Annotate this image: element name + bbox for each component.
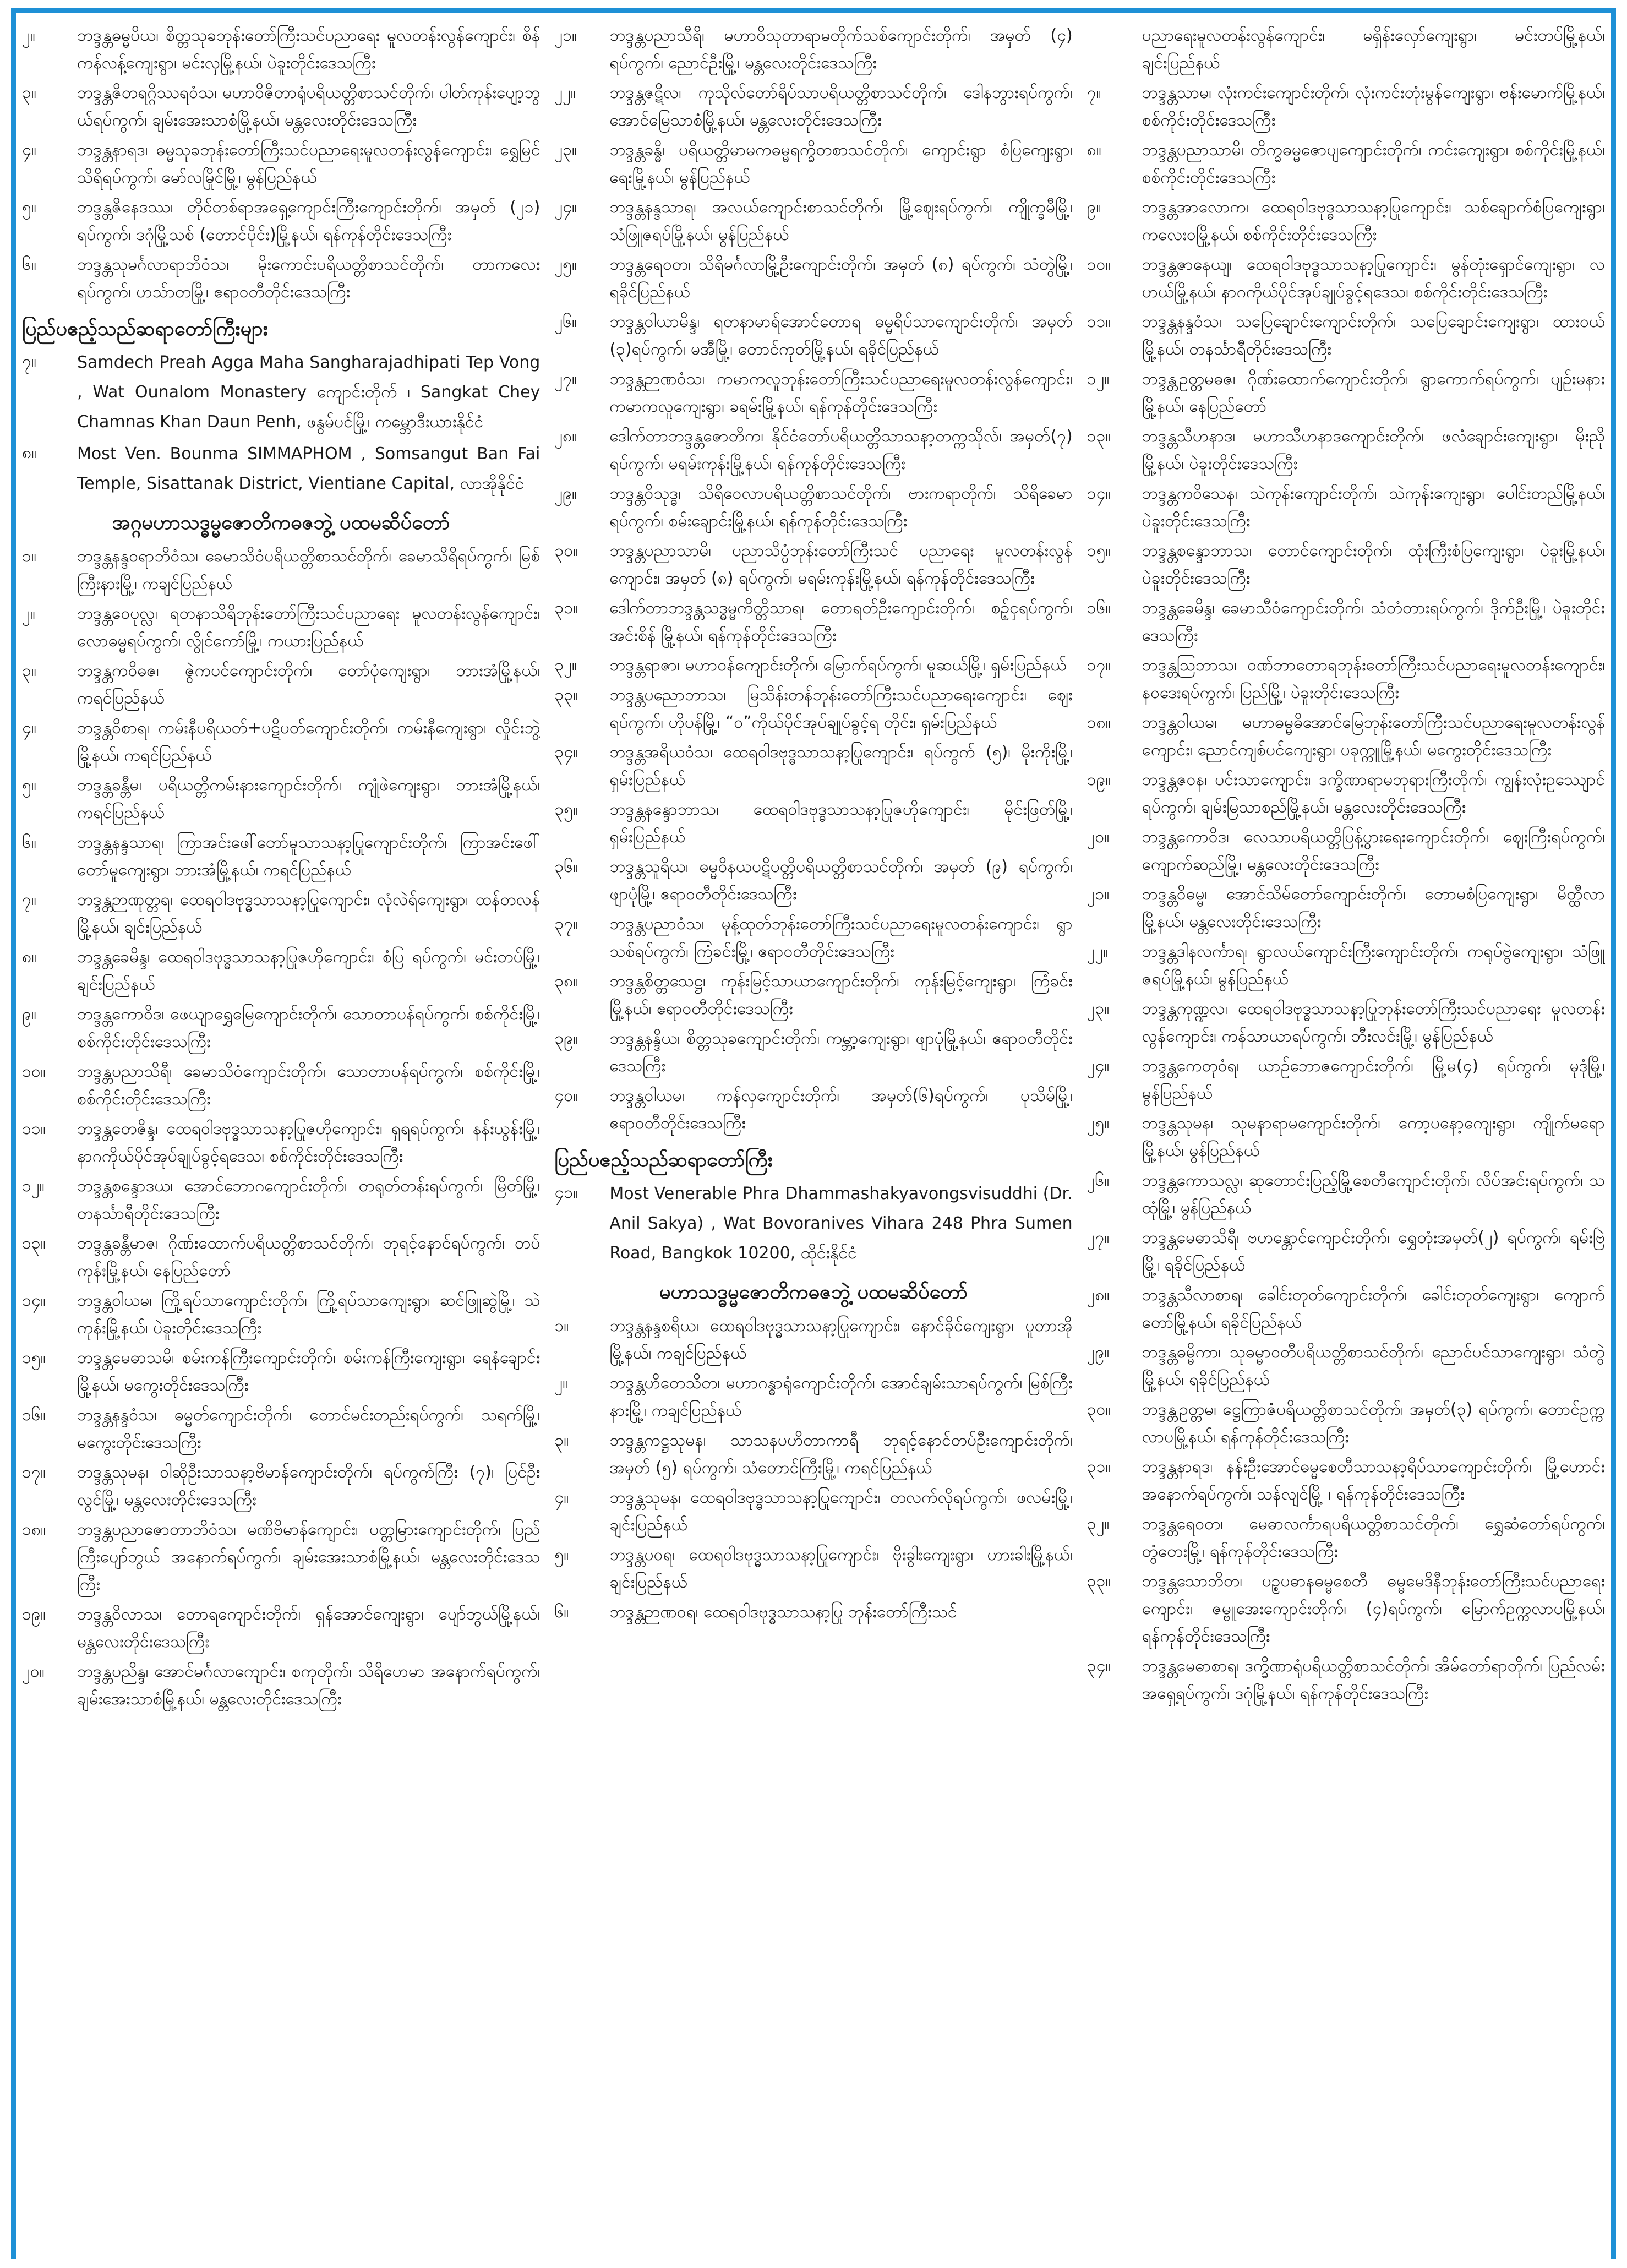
list-item <box>1087 1511 1605 1566</box>
item-number: ၂၃။ <box>1087 999 1110 1018</box>
list-item <box>22 657 540 712</box>
item-number: ၂၆။ <box>1087 1171 1110 1190</box>
item-text: ဘဒ္ဒန္တဉာဏုတ္တရ၊ ထေရဝါဒဗုဒ္ဓသာသနာ့ပြုကျောင်း၊ လုံလဲရ်ကျေးရွာ၊ ထန်တလန်မြို့နယ်၊ ချင်းပြည်နယ် <box>77 890 540 937</box>
list-item <box>1087 1653 1605 1708</box>
item-number: ၃၄။ <box>554 743 578 762</box>
item-number: ၂၂။ <box>554 83 576 102</box>
item-number: ၇။ <box>22 352 36 371</box>
col3-list <box>1087 22 1605 1710</box>
list-item <box>22 1115 540 1170</box>
list-item <box>22 79 540 134</box>
list-item <box>22 829 540 884</box>
item-number: ၆။ <box>554 1602 569 1622</box>
list-item <box>22 886 540 941</box>
list-item <box>22 715 540 770</box>
list-item <box>1087 766 1605 821</box>
item-text: ဘဒ္ဒန္တဉာဏဝရ၊ ထေရဝါဒဗုဒ္ဓသာသနာ့ပြု ဘုန်းတော်ကြီးသင် <box>609 1602 957 1622</box>
item-number: ၃၅။ <box>554 800 578 819</box>
item-number: ၁၇။ <box>22 1463 46 1482</box>
item-number: ၃၁။ <box>1087 1457 1111 1476</box>
item-text: ဘဒ္ဒန္တသြဘာသ၊ ဝဏ်ဘာတောရဘုန်းတော်ကြီးသင်ပညာရေးမူလတန်းကျောင်း၊ နဝဒေးရပ်ကွက်၊ ပြည်မြို့၊ ပဲခူးတိုင်းဒေသကြီး <box>1142 656 1605 702</box>
item-number: ၁၈။ <box>1087 713 1111 732</box>
list-item <box>22 348 540 437</box>
item-text: ဘဒ္ဒန္တဟိတေသိတ၊ မဟာဂန္ဓာရုံကျောင်းတိုက်၊ အောင်ချမ်းသာရပ်ကွက်၊ မြစ်ကြီးနားမြို့၊ ကချင်ပြည်နယ် <box>609 1373 1073 1420</box>
item-number: ၃။ <box>22 83 36 102</box>
item-number: ၃၈။ <box>554 972 578 991</box>
item-text: ဘဒ္ဒန္တပညိန္ဒ၊ အောင်မင်္ဂလာကျောင်း၊ စကုတိုက်၊ သိရိဟေမာ အနောက်ရပ်ကွက်၊ ချမ်းအေးသာစံမြို့နယ်၊ မန္တလေးတိုင်းဒေသကြီး <box>77 1662 540 1709</box>
item-text: ဘဒ္ဒန္တဥတ္တမ၊ ဋ္ဌေကြာဇံပရိယတ္တိစာသင်တိုက်၊ အမှတ်(၃) ရပ်ကွက်၊ တောင်ဥက္ကလာပမြို့နယ်၊ ရန်ကုန်တိုင်းဒေသကြီး <box>1142 1400 1605 1447</box>
item-text: ဘဒ္ဒန္တပညောဘာသ၊ မြသိန်းတန်ဘုန်းတော်ကြီးသင်ပညာရေးကျောင်း၊ ဈေးရပ်ကွက်၊ ဟိုပန်မြို့၊ “ဝ”ကိုယ်ပိုင်အုပ်ချုပ်ခွင့်ရ တိုင်း၊ ရှမ်းပြည်နယ် <box>609 685 1073 732</box>
section-heading-foreign-guest: ပြည်ပဧည့်သည်ဆရာတော်ကြီး <box>554 1149 773 1171</box>
item-text: ဘဒ္ဒန္တဝါယာမိန္ဒ၊ ရတနာမာရ်အောင်တောရ ဓမ္မရိပ်သာကျောင်းတိုက်၊ အမှတ် (၃)ရပ်ကွက်၊ မအီမြို့၊ တောင်ကုတ်မြို့နယ်၊ ရခိုင်ပြည်နယ် <box>609 312 1073 359</box>
item-number: ၄၁။ <box>554 1183 578 1202</box>
list-item <box>1087 22 1605 77</box>
list-item <box>554 595 1072 650</box>
list-item <box>554 1082 1072 1137</box>
item-text: ဘဒ္ဒန္တပညာသိရီ၊ ခေမာသိဝံကျောင်းတိုက်၊ သောတာပန်ရပ်ကွက်၊ စစ်ကိုင်းမြို့၊ စစ်ကိုင်းတိုင်းဒေသကြီး <box>77 1062 540 1109</box>
item-text: ဘဒ္ဒန္တကဋ္ဌသုမန၊ သာသနပဟိတာကာရီ ဘုရင့်နောင်တပ်ဦးကျောင်းတိုက်၊ အမှတ် (၅) ရပ်ကွက်၊ သံတောင်ကြီးမြို့၊ ကရင်ပြည်နယ် <box>609 1431 1073 1478</box>
item-number: ၃၂။ <box>1087 1514 1110 1534</box>
list-item <box>554 1599 1072 1626</box>
list-item <box>1087 137 1605 192</box>
item-number: ၂၁။ <box>554 26 577 45</box>
column-1 <box>22 22 540 2257</box>
item-text: ဘဒ္ဒန္တဝါယမ၊ ကန်လှကျောင်းတိုက်၊ အမှတ်(၆)ရပ်ကွက်၊ ပုသိမ်မြို့၊ ဧရာဝတီတိုင်းဒေသကြီး <box>609 1086 1073 1133</box>
list-item <box>554 1370 1072 1425</box>
item-text: ဘဒ္ဒန္တအာလောက၊ ထေရဝါဒဗုဒ္ဓသာသနာ့ပြုကျောင်း၊ သစ်ချောက်စံပြကျေးရွာ၊ ကလေးဝမြို့နယ်၊ စစ်ကိုင်းတိုင်းဒေသကြီး <box>1142 198 1605 244</box>
list-item <box>22 1287 540 1342</box>
list-item <box>554 137 1072 192</box>
list-item <box>554 1025 1072 1080</box>
item-number: ၂။ <box>554 1373 568 1393</box>
item-text: ဘဒ္ဒန္တနန္ဒသာရ၊ အလယ်ကျောင်းစာသင်တိုက်၊ မြို့ဈေးရပ်ကွက်၊ ကျိုက္ခမီမြို့၊ သံဖြူဇရပ်မြို့နယ်၊ မွန်ပြည်နယ် <box>609 198 1073 244</box>
list-item <box>554 1179 1072 1268</box>
list-item <box>22 22 540 77</box>
list-item <box>22 543 540 598</box>
item-text: ဘဒ္ဒန္တနန္ဒဝံသ၊ သပြေချောင်းကျောင်းတိုက်၊ သပြေချောင်းကျေးရွာ၊ ထားဝယ်မြို့နယ်၊ တနင်္သာရီတိုင်းဒေသကြီး <box>1142 312 1605 359</box>
list-item <box>554 251 1072 306</box>
column-3 <box>1087 22 1605 2257</box>
list-item <box>1087 709 1605 764</box>
item-number: ၁၂။ <box>1087 369 1110 389</box>
item-number: ၂။ <box>22 604 35 623</box>
item-number: ၁၆။ <box>22 1405 46 1425</box>
left-border <box>11 8 16 2259</box>
list-item <box>22 1658 540 1713</box>
item-number: ၄၀။ <box>554 1086 578 1105</box>
item-number: ၂၉။ <box>1087 1343 1110 1362</box>
item-text: ဘဒ္ဒန္တဇိတရဂ္ဂိဿရဝံသ၊ မဟာဝိဇိတာရုံပရိယတ္တိစာသင်တိုက်၊ ပါတ်ကုန်းပျော့ဘွယ်ရပ်ကွက်၊ ချမ်းအေးသာစံမြို့နယ်၊ မန္တလေးတိုင်းဒေသကြီး <box>77 83 540 130</box>
item-number: ၃၀။ <box>1087 1400 1111 1419</box>
list-item <box>1087 1396 1605 1451</box>
item-number: ၁၃။ <box>22 1234 46 1253</box>
item-number: ၂၈။ <box>1087 1285 1110 1305</box>
list-item <box>554 1312 1072 1367</box>
list-item <box>554 1427 1072 1482</box>
section-heading-title-2: မဟာသဒ္ဓမ္မဇောတိကဓဇဘွဲ့ ပထမဆိပ်တော် <box>659 1281 968 1304</box>
item-number: ၃၂။ <box>554 656 577 675</box>
item-text: ဘဒ္ဒန္တရေဝတ၊ မေဓာလင်္ကာရပရိယတ္တိစာသင်တိုက်၊ ရွှေဆံတော်ရပ်ကွက်၊ တွံတေးမြို့၊ ရန်ကုန်တိုင်းဒေသကြီး <box>1142 1514 1605 1561</box>
item-number: ၁၄။ <box>1087 484 1111 503</box>
item-text: Most Venerable Phra Dhammashakyavongsvisuddhi (Dr. Anil Sakya) , Wat Bovoranives Vihara 248 Phra Sumen Road, Bangkok 10200, ထိုင်းနိုင်ငံ <box>609 1184 1073 1263</box>
list-item <box>554 682 1072 737</box>
item-text: ဘဒ္ဒန္တပညာဇောတာဘိဝံသ၊ မဏိဗိမာန်ကျောင်း၊ ပတ္တမြားကျောင်းတိုက်၊ ပြည်ကြီးပျော်ဘွယ် အနောက်ရပ်ကွက်၊ ချမ်းအေးသာစံမြို့နယ်၊ မန္တလေးတိုင်းဒေသကြီး <box>77 1520 540 1594</box>
item-text: ဘဒ္ဒန္တသောဘိတ၊ ပဥ္စပဓာနဓမ္မစေတီ ဓမ္မမေဒိနီဘုန်းတော်ကြီးသင်ပညာရေးကျောင်း၊ ဇမ္ဗူအေးကျောင်းတိုက်၊ (၄)ရပ်ကွက်၊ မြောက်ဥက္ကလာပမြို့နယ်၊ ရန်ကုန်တိုင်းဒေသကြီး <box>1142 1572 1605 1646</box>
item-text: ဘဒ္ဒန္တသုမင်္ဂလာရာဘိဝံသ၊ မိုးကောင်းပရိယတ္တိစာသင်တိုက်၊ တာကလေးရပ်ကွက်၊ ဟသ်ာတမြို့၊ ဧရာဝတီတိုင်းဒေသကြီး <box>77 255 540 302</box>
col2-foreign-list <box>554 1179 1072 1271</box>
item-number: ၇။ <box>22 890 36 909</box>
item-text: ဘဒ္ဒန္တသီလာစာရ၊ ခေါင်းတုတ်ကျောင်းတိုက်၊ ခေါင်းတုတ်ကျေးရွာ၊ ကျောက်တော်မြို့နယ်၊ ရခိုင်ပြည်နယ် <box>1142 1285 1605 1332</box>
list-item <box>554 308 1072 363</box>
item-number: ၃၄။ <box>1087 1656 1111 1676</box>
item-number: ၂၄။ <box>1087 1056 1110 1076</box>
list-item <box>22 1173 540 1228</box>
item-number: ၃၀။ <box>554 541 578 560</box>
item-text: ဘဒ္ဒန္တနန္ဒဝရာဘိဝံသ၊ ခေမာသိဝံပရိယတ္တိစာသင်တိုက်၊ ခေမာသိရိရပ်ကွက်၊ မြစ်ကြီးနားမြို့၊ ကချင်ပြည်နယ် <box>77 547 540 593</box>
list-item <box>554 853 1072 908</box>
list-item <box>22 439 540 499</box>
item-text: ဘဒ္ဒန္တကောသလ္လ၊ ဆုတောင်းပြည့်မြို့စေတီကျောင်းတိုက်၊ လိပ်အင်းရပ်ကွက်၊ သထုံမြို့၊ မွန်ပြည်နယ် <box>1142 1171 1605 1218</box>
item-text: ဘဒ္ဒန္တခေမိန္ဒ၊ ထေရဝါဒဗုဒ္ဓသာသနာ့ပြုဇဟိုကျောင်း၊ စံပြ ရပ်ကွက်၊ မင်းတပ်မြို့၊ ချင်းပြည်နယ် <box>77 947 540 994</box>
item-text: ဘဒ္ဒန္တပညာသီရိ၊ မဟာဝိသုတာရာမတိုက်သစ်ကျောင်းတိုက်၊ အမှတ် (၄) ရပ်ကွက်၊ ညောင်ဦးမြို့၊ မန္တလေးတိုင်းဒေသကြီး <box>609 26 1073 73</box>
item-text: ဘဒ္ဒန္တမေဓာသမိ၊ စမ်းကန်ကြီးကျောင်းတိုက်၊ စမ်းကန်ကြီးကျေးရွာ၊ ရေနံချောင်းမြို့နယ်၊ မကွေးတိုင်းဒေသကြီး <box>77 1348 540 1395</box>
item-number: ၁။ <box>554 1316 569 1335</box>
list-item <box>1087 1167 1605 1222</box>
list-item <box>554 796 1072 851</box>
col2-list-a <box>554 22 1072 1140</box>
list-item <box>22 1402 540 1457</box>
page-columns <box>22 22 1605 2257</box>
list-item <box>1087 308 1605 363</box>
item-number: ၄။ <box>22 718 36 738</box>
item-text: ဘဒ္ဒန္တမေဓာသိရီ၊ ဗဟန္တောင်ကျောင်းတိုက်၊ ရွှေတုံးအမှတ်(၂) ရပ်ကွက်၊ ရမ်းဗြဲမြို့၊ ရခိုင်ပြည်နယ် <box>1142 1228 1605 1275</box>
col1-list-a <box>22 22 540 308</box>
item-number: ၃။ <box>22 661 36 680</box>
list-item <box>1087 251 1605 306</box>
item-text: ဘဒ္ဒန္တသာမ၊ လုံးကင်းကျောင်းတိုက်၊ လုံးကင်းတုံးမွန်ကျေးရွာ၊ ဗန်းမောက်မြို့နယ်၊ စစ်ကိုင်းတိုင်းဒေသကြီး <box>1142 83 1605 130</box>
item-text: ဘဒ္ဒန္တတေဇိန္ဒ၊ ထေရဝါဒဗုဒ္ဓသာသနာ့ပြုဇဟိုကျောင်း၊ ရှရရပ်ကွက်၊ နန်းယွန်းမြို့၊ နာဂကိုယ်ပိုင်အုပ်ချုပ်ခွင့်ရဒေသ၊ စစ်ကိုင်းတိုင်းဒေသကြီး <box>77 1119 540 1166</box>
list-item <box>22 600 540 655</box>
list-item <box>1087 995 1605 1050</box>
item-number: ၃၇။ <box>554 914 578 934</box>
item-number: ၂၇။ <box>1087 1228 1110 1247</box>
item-text: ဘဒ္ဒန္တရေဝတ၊ သိရိမင်္ဂလာမြို့ဦးကျောင်းတိုက်၊ အမှတ် (၈) ရပ်ကွက်၊ သံတွဲမြို့၊ ရခိုင်ပြည်နယ် <box>609 255 1073 302</box>
item-text: ဘဒ္ဒန္တနန္ဒသာရ၊ ကြာအင်းဖေါ်တော်မူသာသနာ့ပြုကျောင်းတိုက်၊ ကြာအင်းဖေါ်တော်မူကျေးရွာ၊ ဘားအံမြို့နယ်၊ ကရင်ပြည်နယ် <box>77 833 540 880</box>
item-number: ၈။ <box>22 947 37 967</box>
item-number: ၁၅။ <box>1087 541 1111 560</box>
item-text: ဘဒ္ဒန္တဝိသုဒ္ဓ၊ သိရိဝေလာပရိယတ္တိစာသင်တိုက်၊ ဗားကရာတိုက်၊ သိရိခေမာရပ်ကွက်၊ စမ်းချောင်းမြို့နယ်၊ ရန်ကုန်တိုင်းဒေသကြီး <box>609 484 1073 531</box>
list-item <box>1087 1224 1605 1279</box>
list-item <box>22 1516 540 1599</box>
list-item <box>554 968 1072 1023</box>
item-number: ၇။ <box>1087 83 1101 102</box>
item-text: ဘဒ္ဒန္တဝေပုလ္လ၊ ရတနာသိရိဘုန်းတော်ကြီးသင်ပညာရေး မူလတန်းလွန်ကျောင်း၊ လောဓမ္မရပ်ကွက်၊ လွိုင်ကော်မြို့၊ ကယားပြည်နယ် <box>77 604 540 651</box>
item-number: ၂၅။ <box>554 255 577 274</box>
item-text: ဘဒ္ဒန္တဝါယမ၊ ကြို့ရပ်သာကျောင်းတိုက်၊ ကြို့ရပ်သာကျေးရွာ၊ ဆင်ဖြူဆွဲမြို့၊ သဲကုန်းမြို့နယ်၊ ပဲခူးတိုင်းဒေသကြီး <box>77 1291 540 1338</box>
item-text: ဘဒ္ဒန္တစိတ္တသေဋ္ဌ၊ ကုန်းမြင့်သာယာကျောင်းတိုက်၊ ကုန်းမြင့်ကျေးရွာ၊ ကြံခင်းမြို့နယ်၊ ဧရာဝတီတိုင်းဒေသကြီး <box>609 972 1073 1018</box>
item-number: ၃၃။ <box>554 685 578 705</box>
item-text: ဘဒ္ဒန္တဇိနေဒဿ၊ တိုင်တစ်ရာအရှေ့ကျောင်းကြီးကျောင်းတိုက်၊ အမှတ် (၂၁) ရပ်ကွက်၊ ဒဂုံမြို့သစ် (တောင်ပိုင်း)မြို့နယ်၊ ရန်ကုန်တိုင်းဒေသကြီး <box>77 198 540 244</box>
section-heading-title: အဂ္ဂမဟာသဒ္ဓမ္မဇောတိကဓဇဘွဲ့ ပထမဆိပ်တော် <box>112 511 450 534</box>
item-number: ၅။ <box>554 1545 569 1564</box>
right-border <box>1611 8 1616 2259</box>
list-item <box>1087 1053 1605 1108</box>
item-text: ဘဒ္ဒန္တဓမ္မိကာ၊ သုဓမ္မာဝတီပရိယတ္တိစာသင်တိုက်၊ ညောင်ပင်သာကျေးရွာ၊ သံတွဲမြို့နယ်၊ ရခိုင်ပြည်နယ် <box>1142 1343 1605 1389</box>
list-item <box>554 537 1072 592</box>
list-item <box>1087 1110 1605 1165</box>
list-item <box>554 911 1072 966</box>
item-text: ဘဒ္ဒန္တကေတုဝံရ၊ ယာဉ်ဘောဇကျောင်းတိုက်၊ မြို့မ(၄) ရပ်ကွက်၊ မုဒုံမြို့၊ မွန်ပြည်နယ် <box>1142 1056 1605 1103</box>
item-text: ဘဒ္ဒန္တသုမန၊ သုမနာရာမကျောင်းတိုက်၊ ကော့ပနော့ကျေးရွာ၊ ကျိုက်မရောမြို့နယ်၊ မွန်ပြည်နယ် <box>1142 1114 1605 1160</box>
item-number: ၁၀။ <box>22 1062 46 1081</box>
list-item <box>554 366 1072 421</box>
item-number: ၁၀။ <box>1087 255 1111 274</box>
list-item <box>1087 595 1605 650</box>
item-text: ဒေါက်တာဘဒ္ဒန္တဇောတိက၊ နိုင်ငံတော်ပရိယတ္တိသာသနာ့တက္ကသိုလ်၊ အမှတ်(၇) ရပ်ကွက်၊ မရမ်းကုန်းမြို့နယ်၊ ရန်ကုန်တိုင်းဒေသကြီး <box>609 427 1073 473</box>
item-number: ၃၁။ <box>554 598 578 618</box>
item-text: ဘဒ္ဒန္တကောဝိဒ၊ ဖေယျာရွှေမြေကျောင်းတိုက်၊ သောတာပန်ရပ်ကွက်၊ စစ်ကိုင်းမြို့၊ စစ်ကိုင်းတိုင်းဒေသကြီး <box>77 1005 540 1051</box>
list-item <box>22 944 540 999</box>
item-text: ဘဒ္ဒန္တနန္ဒိယ၊ စိတ္တသုခကျောင်းတိုက်၊ ကမ္ဘာ့ကျေးရွာ၊ ဖျာပုံမြို့နယ်၊ ဧရာဝတီတိုင်းဒေသကြီး <box>609 1029 1073 1076</box>
list-item <box>554 1541 1072 1596</box>
item-text: ဒေါက်တာဘဒ္ဒန္တသဒ္ဓမ္မကိတ္တိသာရ၊ တောရတ်ဦးကျောင်းတိုက်၊ စဉ့်ငှရပ်ကွက်၊ အင်းစိန် မြို့နယ်၊ ရန်ကုန်တိုင်းဒေသကြီး <box>609 598 1073 645</box>
item-number: ၂။ <box>22 26 35 45</box>
item-number <box>1087 22 1142 77</box>
list-item <box>1087 366 1605 421</box>
item-number: ၁၉။ <box>22 1605 46 1624</box>
item-number: ၃၃။ <box>1087 1572 1111 1591</box>
item-text: ဘဒ္ဒန္တဇဝန၊ ပင်းသာကျောင်း၊ ဒက္ခိဏာရာမဘုရားကြီးတိုက်၊ ကျွန်းလုံးဥဿျောင်ရပ်ကွက်၊ ချမ်းမြသာစည်မြို့နယ်၊ မန္တလေးတိုင်းဒေသကြီး <box>1142 770 1605 817</box>
list-item <box>22 772 540 827</box>
item-text: ဘဒ္ဒန္တခန္ဓိ၊ ပရိယတ္တိမာမကဓမ္မရက္ခိတစာသင်တိုက်၊ ကျောင်းရွာ စံပြကျေးရွာ၊ ရေးမြို့နယ်၊ မွန်ပြည်နယ် <box>609 140 1073 187</box>
item-number: ၁၂။ <box>22 1176 45 1196</box>
list-item <box>1087 1453 1605 1508</box>
item-number: ၁၃။ <box>1087 427 1111 446</box>
list-item <box>1087 79 1605 134</box>
list-item <box>22 194 540 249</box>
item-number: ၂၇။ <box>554 369 577 389</box>
list-item <box>554 480 1072 535</box>
list-item <box>22 1459 540 1514</box>
item-text: ဘဒ္ဒန္တဇဋိလ၊ ကုသိုလ်တော်ရိပ်သာပရိယတ္တိစာသင်တိုက်၊ ဒေါနဘွားရပ်ကွက်၊ အောင်မြေသာစံမြို့နယ်၊ မန္တလေးတိုင်းဒေသကြီး <box>609 83 1073 130</box>
item-text: ဘဒ္ဒန္တခေမိန္ဒ၊ ခေမာသီဝံကျောင်းတိုက်၊ သံတံတားရပ်ကွက်၊ ဒိုက်ဦးမြို့၊ ပဲခူးတိုင်းဒေသကြီး <box>1142 598 1605 645</box>
item-number: ၆။ <box>22 255 36 274</box>
item-text: ဘဒ္ဒန္တနာရဒ၊ ဓမ္မသုခဘုန်းတော်ကြီးသင်ပညာရေးမူလတန်းလွန်ကျောင်း၊ ရွှေမြင်သိရိရပ်ကွက်၊ မော်လမြိုင်မြို့၊ မွန်ပြည်နယ် <box>77 140 540 187</box>
list-item <box>1087 480 1605 535</box>
list-item <box>554 79 1072 134</box>
item-text: ဘဒ္ဒန္တဝိဓမ္မ၊ အောင်သိမ်တော်ကျောင်းတိုက်၊ တောမစံပြကျေးရွာ၊ မိတ္ထီလာမြို့နယ်၊ မန္တလေးတိုင်းဒေသကြီး <box>1142 885 1605 931</box>
item-text: ဘဒ္ဒန္တကောဝိဒ၊ လေသာပရိယတ္တိပြန့်ပွားရေးကျောင်းတိုက်၊ ဈေးကြီးရပ်ကွက်၊ ကျောက်ဆည်မြို့၊ မန္တလေးတိုင်းဒေသကြီး <box>1142 827 1605 874</box>
item-text: ဘဒ္ဒန္တဉာဏဝံသ၊ ကမာကလူဘုန်းတော်ကြီးသင်ပညာရေးမူလတန်းလွန်ကျောင်း၊ ကမာကလူကျေးရွာ၊ ခရမ်းမြို့နယ်၊ ရန်ကုန်တိုင်းဒေသကြီး <box>609 369 1073 416</box>
item-text: ဘဒ္ဒန္တဝိလာသ၊ တောရကျောင်းတိုက်၊ ရှန်အောင်ကျေးရွာ၊ ပျော်ဘွယ်မြို့နယ်၊ မန္တလေးတိုင်းဒေသကြီး <box>77 1605 540 1651</box>
item-number: ၂၉။ <box>554 484 577 503</box>
item-text: ဘဒ္ဒန္တကဝိဓဇ၊ ဇွဲကပင်ကျောင်းတိုက်၊ တော်ပုံကျေးရွာ၊ ဘားအံမြို့နယ်၊ ကရင်ပြည်နယ် <box>77 661 540 708</box>
item-number: ၂၈။ <box>554 427 577 446</box>
item-number: ၈။ <box>22 443 37 462</box>
list-item <box>22 137 540 192</box>
list-item <box>1087 537 1605 592</box>
list-item <box>554 652 1072 679</box>
col2-list-b <box>554 1312 1072 1628</box>
top-border <box>11 8 1616 13</box>
item-text: ဘဒ္ဒန္တပညာသာမိ၊ တိက္ခဓမ္မဇောပျကျောင်းတိုက်၊ ကင်းကျေးရွာ၊ စစ်ကိုင်းမြို့နယ်၊ စစ်ကိုင်းတိုင်းဒေသကြီး <box>1142 140 1605 187</box>
list-item <box>22 1344 540 1399</box>
item-text: ဘဒ္ဒန္တသူရိယ၊ ဓမ္မဝိနယပဋိပတ္တိပရိယတ္တိစာသင်တိုက်၊ အမှတ် (၉) ရပ်ကွက်၊ ဖျာပုံမြို့၊ ဧရာဝတီတိုင်းဒေသကြီး <box>609 857 1073 904</box>
item-number: ၂၂။ <box>1087 942 1109 961</box>
list-item <box>1087 1339 1605 1394</box>
item-number: ၅။ <box>22 776 36 795</box>
item-number: ၄။ <box>22 140 36 160</box>
item-number: ၉။ <box>1087 198 1101 217</box>
item-number: ၆။ <box>22 833 36 852</box>
item-text: ဘဒ္ဒန္တဝါယမ၊ မဟာဓမ္မဓိအောင်မြေဘုန်းတော်ကြီးသင်ပညာရေးမူလတန်းလွန်ကျောင်း၊ ညောင်ကျစ်ပင်ကျေးရွာ၊ ပခုက္ကူမြို့နယ်၊ မကွေးတိုင်းဒေသကြီး <box>1142 713 1605 760</box>
item-text: ဘဒ္ဒန္တနာရဒ၊ နန်းဦးအောင်ဓမ္မစေတီသာသနာ့ရိပ်သာကျောင်းတိုက်၊ မြို့ဟောင်းအနောက်ရပ်ကွက်၊ သန်လျင်မြို့ ၊ ရန်ကုန်တိုင်းဒေသကြီး <box>1142 1457 1605 1504</box>
item-text: ဘဒ္ဒန္တနန္ဒဝံသ၊ ဓမ္မတ်ကျောင်းတိုက်၊ တောင်မင်းတည်းရပ်ကွက်၊ သရက်မြို့၊ မကွေးတိုင်းဒေသကြီး <box>77 1405 540 1452</box>
list-item <box>22 1230 540 1285</box>
item-number: ၁၈။ <box>22 1520 46 1539</box>
item-text: ဘဒ္ဒန္တသုမန၊ ထေရဝါဒဗုဒ္ဓသာသနာ့ပြုကျောင်း၊ တလက်လိုရပ်ကွက်၊ ဖလမ်းမြို့၊ ချင်းပြည်နယ် <box>609 1488 1073 1535</box>
item-number: ၁၉။ <box>1087 770 1111 789</box>
list-item <box>22 1601 540 1656</box>
item-text: ဘဒ္ဒန္တကုဏ္ဍလ၊ ထေရဝါဒဗုဒ္ဓသာသနာ့ပြုဘုန်းတော်ကြီးသင်ပညာရေး မူလတန်းလွန်ကျောင်း၊ ကန်သာယာရပ်ကွက်၊ ဘီးလင်းမြို့၊ မွန်ပြည်နယ် <box>1142 999 1605 1046</box>
section-heading-foreign-guests: ပြည်ပဧည့်သည်ဆရာတော်ကြီးများ <box>22 318 268 340</box>
item-text: ဘဒ္ဒန္တပညာဝံသ၊ မုန့်ထုတ်ဘုန်းတော်ကြီးသင်ပညာရေးမူလတန်းကျောင်း၊ ရွာသစ်ရပ်ကွက်၊ ကြံခင်းမြို့၊ ဧရာဝတီတိုင်းဒေသကြီး <box>609 914 1073 961</box>
item-text: ဘဒ္ဒန္တဒါနလင်္ကာရ၊ ရွာလယ်ကျောင်းကြီးကျောင်းတိုက်၊ ကရုပ်ဗွဲကျေးရွာ၊ သံဖြူဇရပ်မြို့နယ်၊ မွန်ပြည်နယ် <box>1142 942 1605 989</box>
item-text: ဘဒ္ဒန္တရာဇာ၊ မဟာဝန်ကျောင်းတိုက်၊ မြောက်ရပ်ကွက်၊ မူဆယ်မြို့၊ ရှမ်းပြည်နယ် <box>609 656 1067 675</box>
item-number: ၁၅။ <box>22 1348 46 1367</box>
item-text: ဘဒ္ဒန္တပညာသာမိ၊ ပညာသိပ္ပံဘုန်းတော်ကြီးသင် ပညာရေး မူလတန်းလွန်ကျောင်း၊ အမှတ် (၈) ရပ်ကွက်၊ မရမ်းကုန်းမြို့နယ်၊ ရန်ကုန်တိုင်းဒေသကြီး <box>609 541 1073 588</box>
list-item <box>1087 652 1605 707</box>
list-item <box>1087 194 1605 249</box>
item-text: ဘဒ္ဒန္တသုမန၊ ဝါဆိုဦးသာသနာ့ဗိမာန်ကျောင်းတိုက်၊ ရပ်ကွက်ကြီး (၇)၊ ပြင်ဦးလွင်မြို့၊ မန္တလေးတိုင်းဒေသကြီး <box>77 1463 540 1509</box>
list-item <box>22 251 540 306</box>
item-number: ၂၄။ <box>554 198 577 217</box>
item-text: ဘဒ္ဒန္တမေဓာစာရ၊ ဒက္ခိဏာရုံပရိယတ္တိစာသင်တိုက်၊ အိမ်တော်ရာတိုက်၊ ပြည်လမ်းအရှေ့ရပ်ကွက်၊ ဒဂုံမြို့နယ်၊ ရန်ကုန်တိုင်းဒေသကြီး <box>1142 1656 1605 1703</box>
item-number: ၁၆။ <box>1087 598 1111 618</box>
item-text: ဘဒ္ဒန္တပဝရ၊ ထေရဝါဒဗုဒ္ဓသာသနာ့ပြုကျောင်း၊ ဗိုးခွါးကျေးရွာ၊ ဟားခါးမြို့နယ်၊ ချင်းပြည်နယ် <box>609 1545 1073 1592</box>
item-number: ၁၁။ <box>1087 312 1111 331</box>
item-text: ဘဒ္ဒန္တဇာနေယျ၊ ထေရဝါဒဗုဒ္ဓသာသနာ့ပြုကျောင်း၊ မွန်တုံးရှောင်ကျေးရွာ၊ လဟယ်မြို့နယ်၊ နာဂကိုယ်ပိုင်အုပ်ချုပ်ခွင့်ရဒေသ၊ စစ်ကိုင်းတိုင်းဒေသကြီး <box>1142 255 1605 302</box>
item-number: ၄။ <box>554 1488 569 1507</box>
item-text: ဘဒ္ဒန္တအရိယဝံသ၊ ထေရဝါဒဗုဒ္ဓသာသနာ့ပြုကျောင်း၊ ရပ်ကွက် (၅)၊ မိုးကိုးမြို့၊ ရှမ်းပြည်နယ် <box>609 743 1073 789</box>
list-item <box>1087 423 1605 478</box>
item-number: ၁၁။ <box>22 1119 46 1138</box>
column-2 <box>554 22 1072 2257</box>
item-number: ၂၆။ <box>554 312 577 331</box>
item-number: ၂၁။ <box>1087 885 1110 904</box>
list-item <box>1087 1568 1605 1650</box>
item-number: ၂၀။ <box>1087 827 1110 847</box>
item-number: ၂၃။ <box>554 140 577 160</box>
list-item <box>22 1058 540 1113</box>
item-text: ဘဒ္ဒန္တဝိစာရ၊ ကမ်းနီပရိယတ်+ပဋိပတ်ကျောင်းတိုက်၊ ကမ်းနီကျေးရွာ၊ လှိုင်းဘွဲ့မြို့နယ်၊ ကရင်ပြည်နယ် <box>77 718 540 765</box>
item-text: ဘဒ္ဒန္တစန္ဒောဒယ၊ အောင်ဘောဂကျောင်းတိုက်၊ တရုတ်တန်းရပ်ကွက်၊ မြိတ်မြို့၊ တနင်္သာရီတိုင်းဒေသကြီး <box>77 1176 540 1223</box>
list-item <box>554 423 1072 478</box>
list-item <box>554 739 1072 794</box>
item-text: Samdech Preah Agga Maha Sangharajadhipati Tep Vong , Wat Ounalom Monastery ကျောင်းတိုက် ၊ Sangkat Chey Chamnas Khan Daun Penh, ဖနွမ်ပင်မြို့၊ ကမ္ဘောဒီးယားနိုင်ငံ <box>77 353 540 432</box>
col1-foreign-list <box>22 348 540 501</box>
item-text: ဘဒ္ဒန္တစန္ဒောဘာသ၊ တောင်ကျောင်းတိုက်၊ ထုံးကြီးစံပြကျေးရွာ၊ ပဲခူးမြို့နယ်၊ ပဲခူးတိုင်းဒေသကြီး <box>1142 541 1605 588</box>
item-number: ၈။ <box>1087 140 1101 160</box>
item-number: ၂၀။ <box>22 1662 45 1681</box>
item-number: ၂၅။ <box>1087 1114 1110 1133</box>
item-text: ဘဒ္ဒန္တနန္ဒစရိယ၊ ထေရဝါဒဗုဒ္ဓသာသနာ့ပြုကျောင်း၊ နောင်ခိုင်ကျေးရွာ၊ ပူတာအိုမြို့နယ်၊ ကချင်ပြည်နယ် <box>609 1316 1073 1363</box>
item-number: ၁။ <box>22 547 36 566</box>
item-number: ၃၉။ <box>554 1029 578 1048</box>
item-number: ၃။ <box>554 1431 569 1450</box>
item-text: ဘဒ္ဒန္တနန္ဒောဘာသ၊ ထေရဝါဒဗုဒ္ဓသာသနာ့ပြုဇဟိုကျောင်း၊ မိုင်းဖြတ်မြို့၊ ရှမ်းပြည်နယ် <box>609 800 1073 847</box>
item-text: ဘဒ္ဒန္တဥတ္တမဓဇ၊ ဂိုဏ်းထောက်ကျောင်းတိုက်၊ ရွာကောက်ရပ်ကွက်၊ ပျဉ်းမနားမြို့နယ်၊ နေပြည်တော် <box>1142 369 1605 416</box>
list-item <box>22 1001 540 1056</box>
list-item <box>1087 824 1605 879</box>
item-text: Most Ven. Bounma SIMMAPHOM , Somsangut Ban Fai Temple, Sisattanak District, Vientiane Capital, လာအိုနိုင်ငံ <box>77 444 540 493</box>
item-number: ၃၆။ <box>554 857 578 876</box>
item-text: ဘဒ္ဒန္တခန္တီမာဇ၊ ဂိုဏ်းထောက်ပရိယတ္တိစာသင်တိုက်၊ ဘုရင့်နောင်ရပ်ကွက်၊ တပ်ကုန်းမြို့နယ်၊ နေပြည်တော် <box>77 1234 540 1280</box>
item-text: ဘဒ္ဒန္တခန္တီမ၊ ပရိယတ္တိကမ်းနားကျောင်းတိုက်၊ ကျုံဖဲကျေးရွာ၊ ဘားအံမြို့နယ်၊ ကရင်ပြည်နယ် <box>77 776 540 822</box>
item-text: ဘဒ္ဒန္တကဝိသေန၊ သဲကုန်းကျောင်းတိုက်၊ သဲကုန်းကျေးရွာ၊ ပေါင်းတည်မြို့နယ်၊ ပဲခူးတိုင်းဒေသကြီး <box>1142 484 1605 531</box>
item-number: ၅။ <box>22 198 36 217</box>
item-text: ပညာရေးမူလတန်းလွန်ကျောင်း၊ မရှိန်းလှော်ကျေးရွာ၊ မင်းတပ်မြို့နယ်၊ ချင်းပြည်နယ် <box>1142 26 1605 73</box>
list-item <box>554 22 1072 77</box>
item-text: ဘဒ္ဒန္တသီဟနာဒ၊ မဟာသီဟနာဒကျောင်းတိုက်၊ ဖလံချောင်းကျေးရွာ၊ မိုးညိုမြို့နယ်၊ ပဲခူးတိုင်းဒေသကြီး <box>1142 427 1605 473</box>
item-number: ၁၄။ <box>22 1291 46 1310</box>
list-item <box>1087 938 1605 993</box>
list-item <box>1087 1282 1605 1337</box>
list-item <box>554 194 1072 249</box>
item-text: ဘဒ္ဒန္တဓမ္မပိယ၊ စိတ္တသုခဘုန်းတော်ကြီးသင်ပညာရေး မူလတန်းလွန်ကျောင်း၊ စိန်ကန်လန့်ကျေးရွာ၊ မင်းလှမြို့နယ်၊ ပဲခူးတိုင်းဒေသကြီး <box>77 26 540 73</box>
list-item <box>1087 881 1605 936</box>
list-item <box>554 1484 1072 1539</box>
item-number: ၉။ <box>22 1005 36 1024</box>
item-number: ၁၇။ <box>1087 656 1111 675</box>
col1-list-b <box>22 543 540 1715</box>
